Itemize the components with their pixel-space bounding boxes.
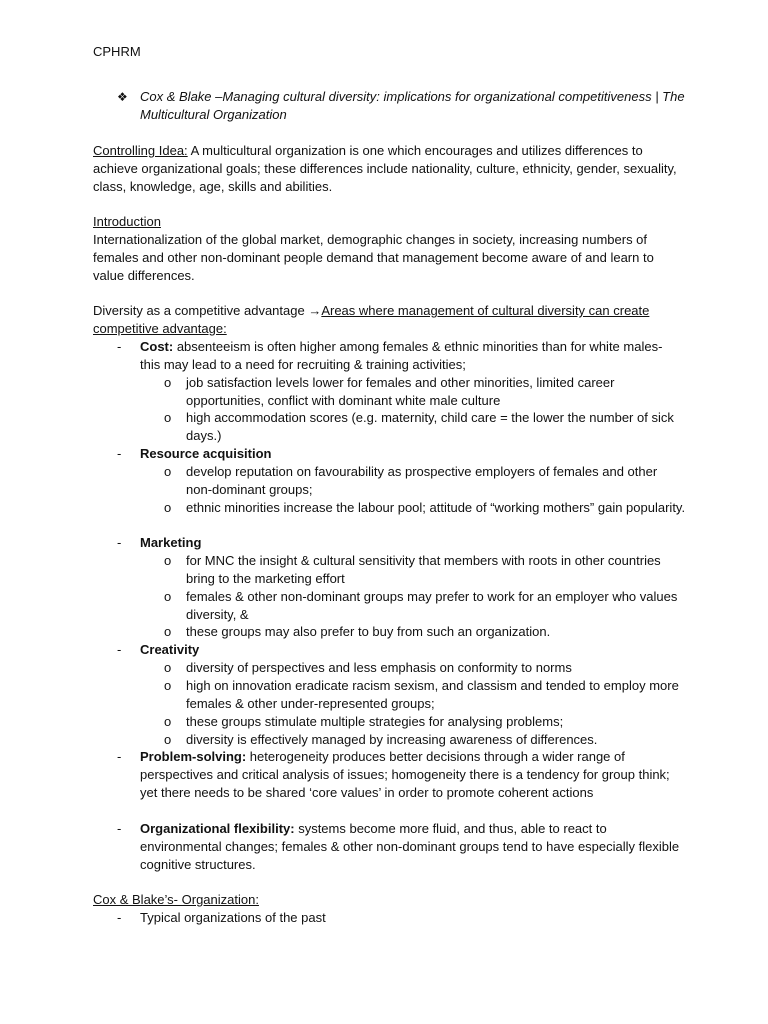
item-text: heterogeneity produces better decisions through a wider range of perspectives and critical analysis of issues; homogeneity there is a tendency for group think; yet there needs to be shared ‘core values’ in order to promote coherent actions (140, 749, 670, 800)
circle-bullet-icon: o (164, 500, 172, 515)
dash-bullet-icon: - (117, 910, 122, 925)
sub-item: high accommodation scores (e.g. maternity, child care = the lower the number of sick days.) (186, 410, 674, 443)
sub-item: job satisfaction levels lower for females and other minorities, limited career opportunities, conflict with dominant white male culture (186, 375, 615, 408)
sub-item: ethnic minorities increase the labour pool; attitude of “working mothers” gain popularity. (186, 500, 686, 515)
dash-bullet-icon: - (117, 642, 122, 657)
section-heading (93, 891, 683, 909)
list-item-problem-solving (140, 748, 685, 802)
sub-item: these groups stimulate multiple strategies for analysing problems; (186, 714, 564, 729)
controlling-idea-label: Controlling Idea: (93, 143, 188, 158)
dash-bullet-icon: - (117, 535, 122, 550)
item-text: systems become more fluid, and thus, able to react to environmental changes; females & other non-dominant groups tend to have especially flexible cognitive structures. (140, 821, 680, 872)
list-item-cost (140, 338, 685, 374)
dash-bullet-icon: - (117, 821, 122, 836)
circle-bullet-icon: o (164, 624, 172, 639)
introduction (93, 213, 683, 285)
controlling-idea (93, 142, 683, 196)
circle-bullet-icon: o (164, 678, 172, 693)
sub-item: diversity of perspectives and less emphasis on conformity to norms (186, 660, 572, 675)
list-item-resource-acquisition (140, 445, 685, 463)
item-label: Organizational flexibility: (140, 821, 295, 836)
controlling-idea-text: A multicultural organization is one which encourages and utilizes differences to achieve organizational goals; these differences include nationality, culture, ethnicity, gender, sexuality, class, knowledge, age, skills and abilities. (93, 143, 677, 194)
sub-item: females & other non-dominant groups may prefer to work for an employer who values diversity, & (186, 589, 678, 622)
sub-item: develop reputation on favourability as prospective employers of females and other non-dominant groups; (186, 464, 658, 497)
item-label: Creativity (140, 642, 200, 657)
introduction-text: Internationalization of the global market, demographic changes in society, increasing numbers of females and other non-dominant people demand that management become aware of and learn to value differences. (93, 232, 654, 283)
item-label: Marketing (140, 535, 202, 550)
sub-item: high on innovation eradicate racism sexism, and classism and tended to employ more females & other under-represented groups; (186, 678, 679, 711)
item-label: Resource acquisition (140, 446, 272, 461)
circle-bullet-icon: o (164, 410, 172, 425)
list-item-creativity (140, 641, 685, 659)
arrow-icon: → (308, 303, 322, 318)
diamond-bullet-icon: ❖ (117, 90, 128, 104)
item-label: Cost: (140, 339, 174, 354)
sub-item: for MNC the insight & cultural sensitivity that members with roots in other countries bring to the marketing effort (186, 553, 661, 586)
item-text: absenteeism is often higher among females & ethnic minorities than for white males- this may lead to a need for recruiting & training activities; (140, 339, 663, 372)
circle-bullet-icon: o (164, 375, 172, 390)
list-item-typical-organizations: Typical organizations of the past (140, 910, 326, 925)
list-item-organizational-flexibility (140, 820, 685, 874)
circle-bullet-icon: o (164, 589, 172, 604)
circle-bullet-icon: o (164, 464, 172, 479)
header: CPHRM (93, 44, 141, 59)
circle-bullet-icon: o (164, 732, 172, 747)
subtitle: Cox & Blake –Managing cultural diversity: implications for organizational competitiveness | The Multicultural Organization (140, 89, 685, 122)
dash-bullet-icon: - (117, 446, 122, 461)
introduction-heading: Introduction (93, 214, 161, 229)
dash-bullet-icon: - (117, 339, 122, 354)
dash-bullet-icon: - (117, 749, 122, 764)
circle-bullet-icon: o (164, 660, 172, 675)
section2-heading: Cox & Blake’s- Organization: (93, 892, 259, 907)
list-item-marketing (140, 534, 685, 552)
circle-bullet-icon: o (164, 714, 172, 729)
sub-item: diversity is effectively managed by increasing awareness of differences. (186, 732, 598, 747)
diversity-lead: Diversity as a competitive advantage (93, 303, 309, 318)
item-label: Problem-solving: (140, 749, 247, 764)
sub-item: these groups may also prefer to buy from such an organization. (186, 624, 551, 639)
circle-bullet-icon: o (164, 553, 172, 568)
diversity-paragraph (93, 302, 673, 338)
diversity-heading: Areas where management of cultural diversity can create competitive advantage: (93, 303, 650, 336)
